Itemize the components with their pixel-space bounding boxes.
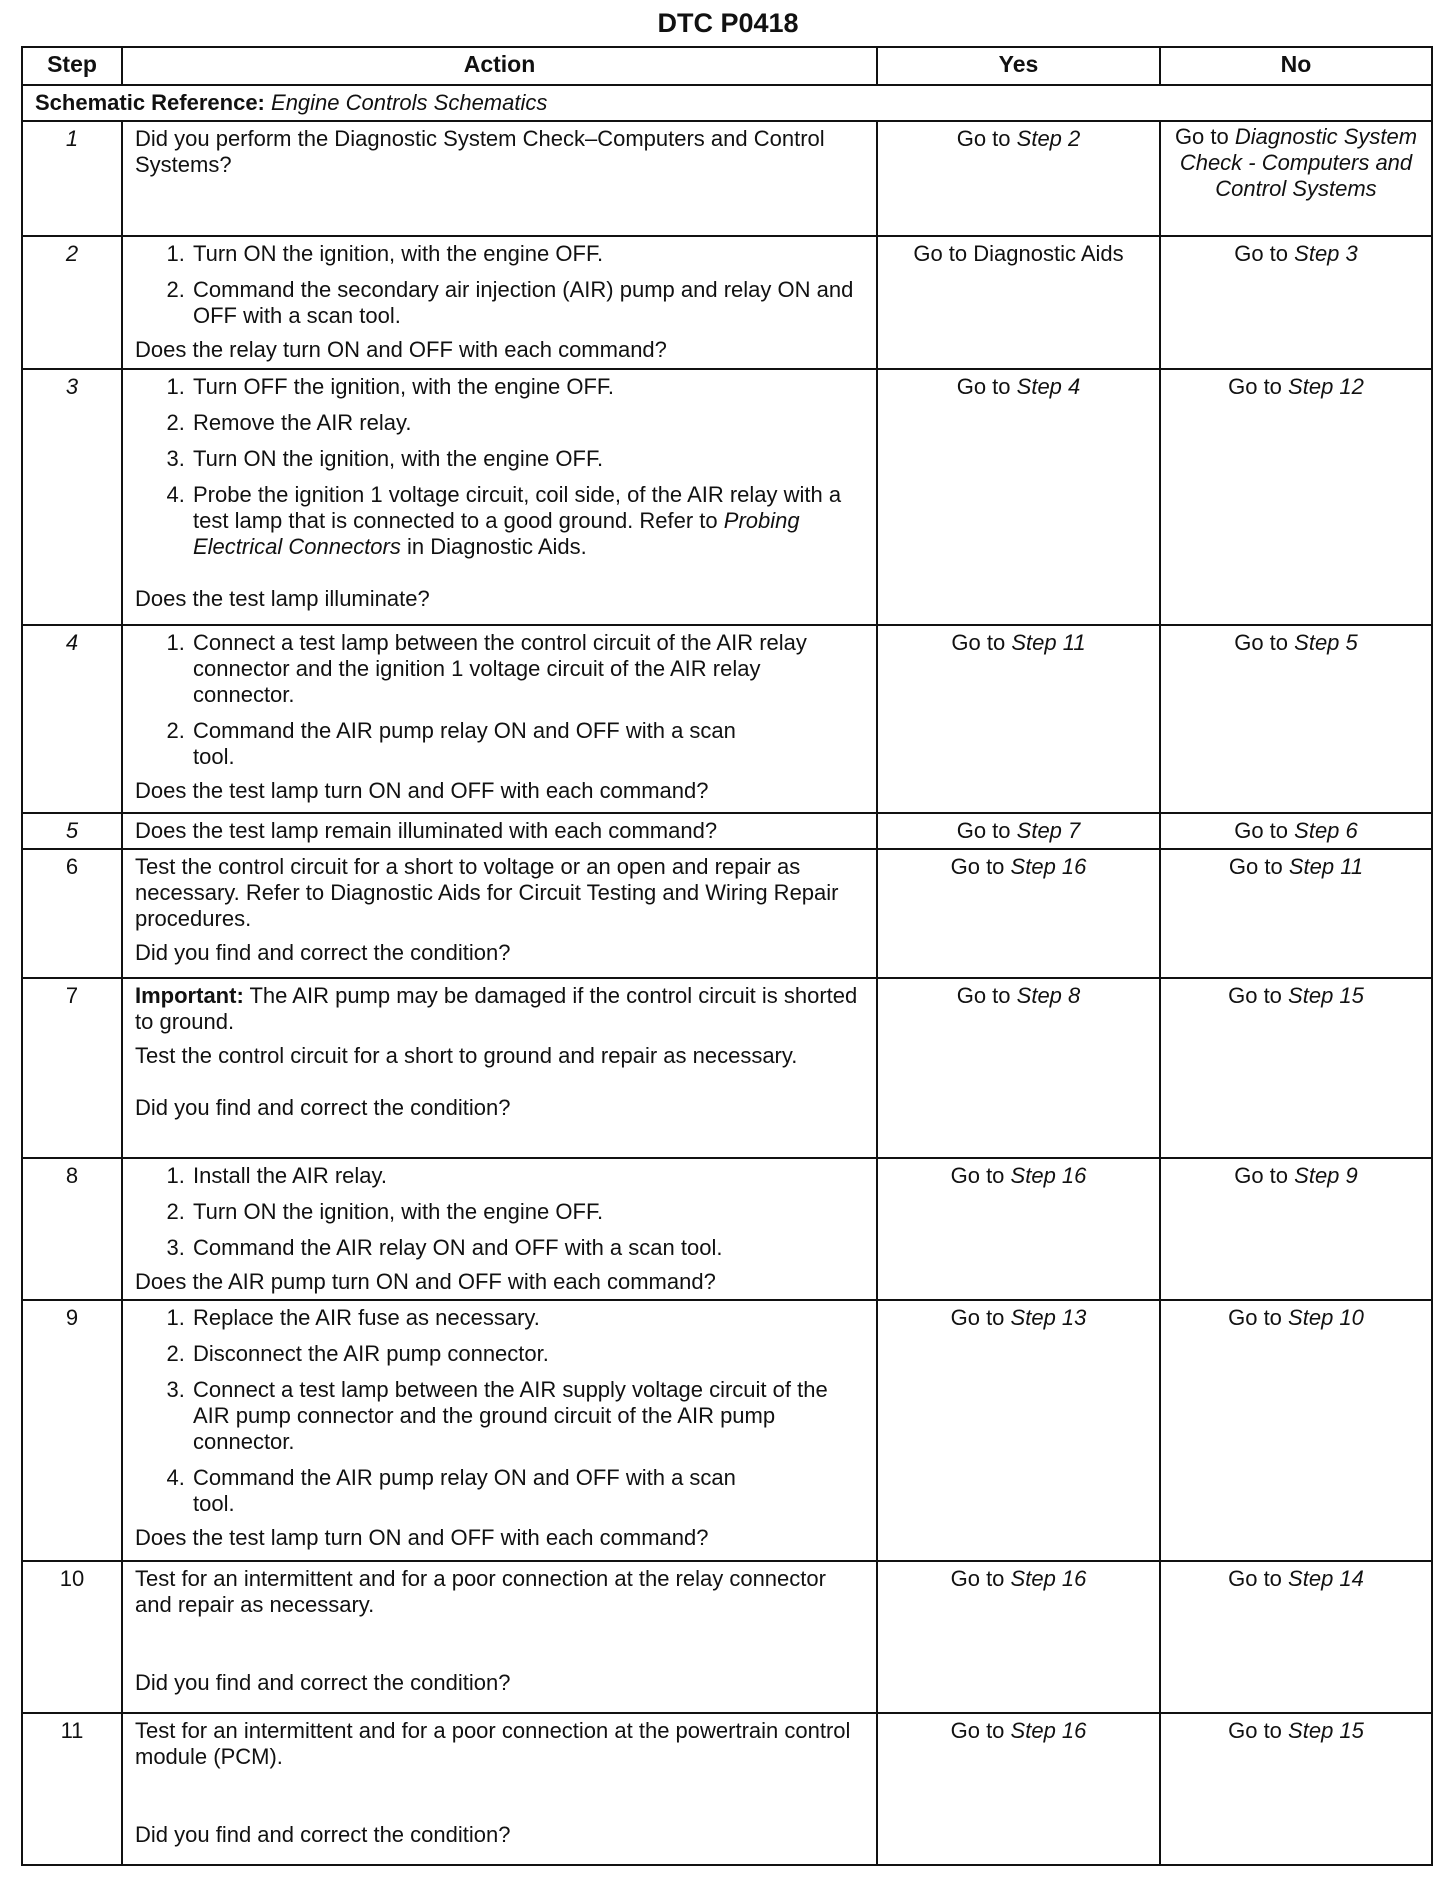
no-cell: Go to Step 10 bbox=[1160, 1300, 1432, 1561]
question-text: Does the test lamp illuminate? bbox=[135, 586, 430, 611]
yes-cell: Go to Step 7 bbox=[877, 813, 1160, 849]
procedure-list bbox=[135, 241, 864, 329]
no-link[interactable]: Step 10 bbox=[1288, 1305, 1364, 1330]
table-row bbox=[22, 1561, 1432, 1713]
yes-cell: Go to Step 16 bbox=[877, 849, 1160, 978]
yes-link[interactable]: Step 4 bbox=[1016, 374, 1081, 399]
action-text: Test the control circuit for a short to voltage or an open and repair as necessary. Refer to Diagnostic Aids for Circuit Testing and Wiring Repair procedures. bbox=[135, 854, 839, 931]
no-link[interactable]: Diagnostic System Check - Computers and Control Systems bbox=[1179, 124, 1418, 201]
list-item: 4. Command the AIR pump relay ON and OFF with a scan tool. bbox=[191, 1465, 864, 1517]
schematic-row bbox=[22, 85, 1432, 121]
question-text: Did you find and correct the condition? bbox=[135, 1670, 511, 1695]
no-cell: Go to Step 14 bbox=[1160, 1561, 1432, 1713]
schematic-reference bbox=[22, 85, 1432, 121]
no-cell: Go to Step 3 bbox=[1160, 236, 1432, 369]
yes-link[interactable]: Step 2 bbox=[1016, 126, 1081, 151]
procedure-list bbox=[135, 630, 864, 770]
yes-cell: Go to Step 16 bbox=[877, 1713, 1160, 1865]
action-text: Did you perform the Diagnostic System Check–Computers and Control Systems? bbox=[135, 126, 825, 177]
no-cell: Go to Step 15 bbox=[1160, 978, 1432, 1158]
action-cell bbox=[122, 236, 877, 369]
question-text: Did you find and correct the condition? bbox=[135, 1095, 511, 1120]
table-row bbox=[22, 1713, 1432, 1865]
no-cell: Go to Diagnostic System Check - Computers and Control Systems bbox=[1160, 121, 1432, 236]
question-text: Does the test lamp remain illuminated with each command? bbox=[135, 818, 718, 843]
yes-link[interactable]: Step 13 bbox=[1010, 1305, 1087, 1330]
schematic-label: Schematic Reference: bbox=[35, 90, 265, 115]
no-link[interactable]: Step 15 bbox=[1288, 983, 1364, 1008]
diagnostic-table bbox=[21, 46, 1433, 1866]
action-cell bbox=[122, 1561, 877, 1713]
page-title: DTC P0418 bbox=[657, 8, 799, 38]
action-cell bbox=[122, 1300, 877, 1561]
step-header: Step bbox=[22, 47, 122, 85]
header-row bbox=[22, 47, 1432, 85]
list-item: 2. Command the AIR pump relay ON and OFF with a scan tool. bbox=[191, 718, 864, 770]
list-item: 2. Command the secondary air injection (AIR) pump and relay ON and OFF with a scan tool. bbox=[191, 277, 864, 329]
question-text: Does the test lamp turn ON and OFF with each command? bbox=[135, 778, 709, 803]
action-cell bbox=[122, 1713, 877, 1865]
table-row bbox=[22, 813, 1432, 849]
list-item: 1. Install the AIR relay. bbox=[191, 1163, 864, 1189]
reference-link[interactable]: Probing Electrical Connectors bbox=[193, 508, 800, 559]
table-row bbox=[22, 1158, 1432, 1300]
yes-link[interactable]: Step 8 bbox=[1016, 983, 1081, 1008]
question-text: Does the test lamp turn ON and OFF with each command? bbox=[135, 1525, 709, 1550]
step-number: 8 bbox=[22, 1158, 122, 1300]
no-cell: Go to Step 6 bbox=[1160, 813, 1432, 849]
question-text: Does the relay turn ON and OFF with each command? bbox=[135, 337, 667, 362]
list-item: 1. Turn ON the ignition, with the engine OFF. bbox=[191, 241, 864, 267]
list-item: 1. Replace the AIR fuse as necessary. bbox=[191, 1305, 864, 1331]
yes-cell: Go to Step 4 bbox=[877, 369, 1160, 625]
list-item: 3. Connect a test lamp between the AIR supply voltage circuit of the AIR pump connector and the ground circuit of the AIR pump connector. bbox=[191, 1377, 864, 1455]
no-link[interactable]: Step 14 bbox=[1288, 1566, 1364, 1591]
table-row bbox=[22, 625, 1432, 813]
no-cell: Go to Step 15 bbox=[1160, 1713, 1432, 1865]
table-row bbox=[22, 121, 1432, 236]
yes-header: Yes bbox=[877, 47, 1160, 85]
step-number: 5 bbox=[22, 813, 122, 849]
step-number: 1 bbox=[22, 121, 122, 236]
schematic-link[interactable]: Engine Controls Schematics bbox=[271, 90, 548, 115]
no-link[interactable]: Step 9 bbox=[1294, 1163, 1358, 1188]
action-cell bbox=[122, 369, 877, 625]
no-link[interactable]: Step 15 bbox=[1288, 1718, 1364, 1743]
important-note: Important: The AIR pump may be damaged if the control circuit is shorted to ground. bbox=[135, 983, 858, 1034]
yes-link[interactable]: Step 11 bbox=[1011, 630, 1086, 655]
yes-cell: Go to Step 11 bbox=[877, 625, 1160, 813]
step-number: 7 bbox=[22, 978, 122, 1158]
no-cell: Go to Step 9 bbox=[1160, 1158, 1432, 1300]
no-cell: Go to Step 12 bbox=[1160, 369, 1432, 625]
no-cell: Go to Step 11 bbox=[1160, 849, 1432, 978]
table-row bbox=[22, 369, 1432, 625]
list-item: 2. Disconnect the AIR pump connector. bbox=[191, 1341, 864, 1367]
list-item: 1. Turn OFF the ignition, with the engine OFF. bbox=[191, 374, 864, 400]
no-link[interactable]: Step 11 bbox=[1288, 854, 1364, 879]
action-text: Test for an intermittent and for a poor connection at the powertrain control module (PCM). bbox=[135, 1718, 851, 1769]
action-cell bbox=[122, 1158, 877, 1300]
action-cell bbox=[122, 978, 877, 1158]
action-text: Test for an intermittent and for a poor connection at the relay connector and repair as necessary. bbox=[135, 1566, 826, 1617]
list-item: 3. Command the AIR relay ON and OFF with a scan tool. bbox=[191, 1235, 864, 1261]
action-cell bbox=[122, 849, 877, 978]
list-item: 1. Connect a test lamp between the control circuit of the AIR relay connector and the ignition 1 voltage circuit of the AIR relay connector. bbox=[191, 630, 864, 708]
step-number: 2 bbox=[22, 236, 122, 369]
step-number: 9 bbox=[22, 1300, 122, 1561]
step-number: 10 bbox=[22, 1561, 122, 1713]
no-cell: Go to Step 5 bbox=[1160, 625, 1432, 813]
no-header: No bbox=[1160, 47, 1432, 85]
no-link[interactable]: Step 5 bbox=[1294, 630, 1358, 655]
yes-link[interactable]: Step 16 bbox=[1010, 854, 1087, 879]
yes-link[interactable]: Step 16 bbox=[1010, 1718, 1087, 1743]
step-number: 3 bbox=[22, 369, 122, 625]
action-cell bbox=[122, 625, 877, 813]
list-item: 4. Probe the ignition 1 voltage circuit, coil side, of the AIR relay with a test lamp that is connected to a good ground. Refer to Probing Electrical Connectors in Diagnostic Aids. bbox=[191, 482, 864, 560]
no-link[interactable]: Step 3 bbox=[1294, 241, 1358, 266]
action-header: Action bbox=[122, 47, 877, 85]
yes-cell: Go to Step 16 bbox=[877, 1561, 1160, 1713]
list-item: 2. Remove the AIR relay. bbox=[191, 410, 864, 436]
table-row bbox=[22, 236, 1432, 369]
important-label: Important: bbox=[135, 983, 244, 1008]
question-text: Did you find and correct the condition? bbox=[135, 1822, 511, 1847]
yes-link[interactable]: Step 7 bbox=[1016, 818, 1081, 843]
action-text: Test the control circuit for a short to ground and repair as necessary. bbox=[135, 1043, 798, 1068]
procedure-list bbox=[135, 374, 864, 560]
question-text: Does the AIR pump turn ON and OFF with each command? bbox=[135, 1269, 716, 1294]
step-number: 4 bbox=[22, 625, 122, 813]
step-number: 6 bbox=[22, 849, 122, 978]
no-link[interactable]: Step 6 bbox=[1294, 818, 1358, 843]
procedure-list bbox=[135, 1163, 864, 1261]
procedure-list bbox=[135, 1305, 864, 1517]
yes-link[interactable]: Step 16 bbox=[1010, 1566, 1087, 1591]
yes-cell: Go to Step 8 bbox=[877, 978, 1160, 1158]
question-text: Did you find and correct the condition? bbox=[135, 940, 511, 965]
yes-cell bbox=[877, 236, 1160, 369]
yes-cell: Go to Step 13 bbox=[877, 1300, 1160, 1561]
step-number: 11 bbox=[22, 1713, 122, 1865]
yes-link[interactable]: Step 16 bbox=[1010, 1163, 1087, 1188]
yes-link[interactable]: Go to Diagnostic Aids bbox=[913, 241, 1124, 266]
no-link[interactable]: Step 12 bbox=[1288, 374, 1364, 399]
table-row bbox=[22, 978, 1432, 1158]
table-row bbox=[22, 1300, 1432, 1561]
yes-cell: Go to Step 16 bbox=[877, 1158, 1160, 1300]
action-cell bbox=[122, 121, 877, 236]
table-row bbox=[22, 849, 1432, 978]
list-item: 2. Turn ON the ignition, with the engine OFF. bbox=[191, 1199, 864, 1225]
action-cell bbox=[122, 813, 877, 849]
list-item: 3. Turn ON the ignition, with the engine OFF. bbox=[191, 446, 864, 472]
yes-cell: Go to Step 2 bbox=[877, 121, 1160, 236]
